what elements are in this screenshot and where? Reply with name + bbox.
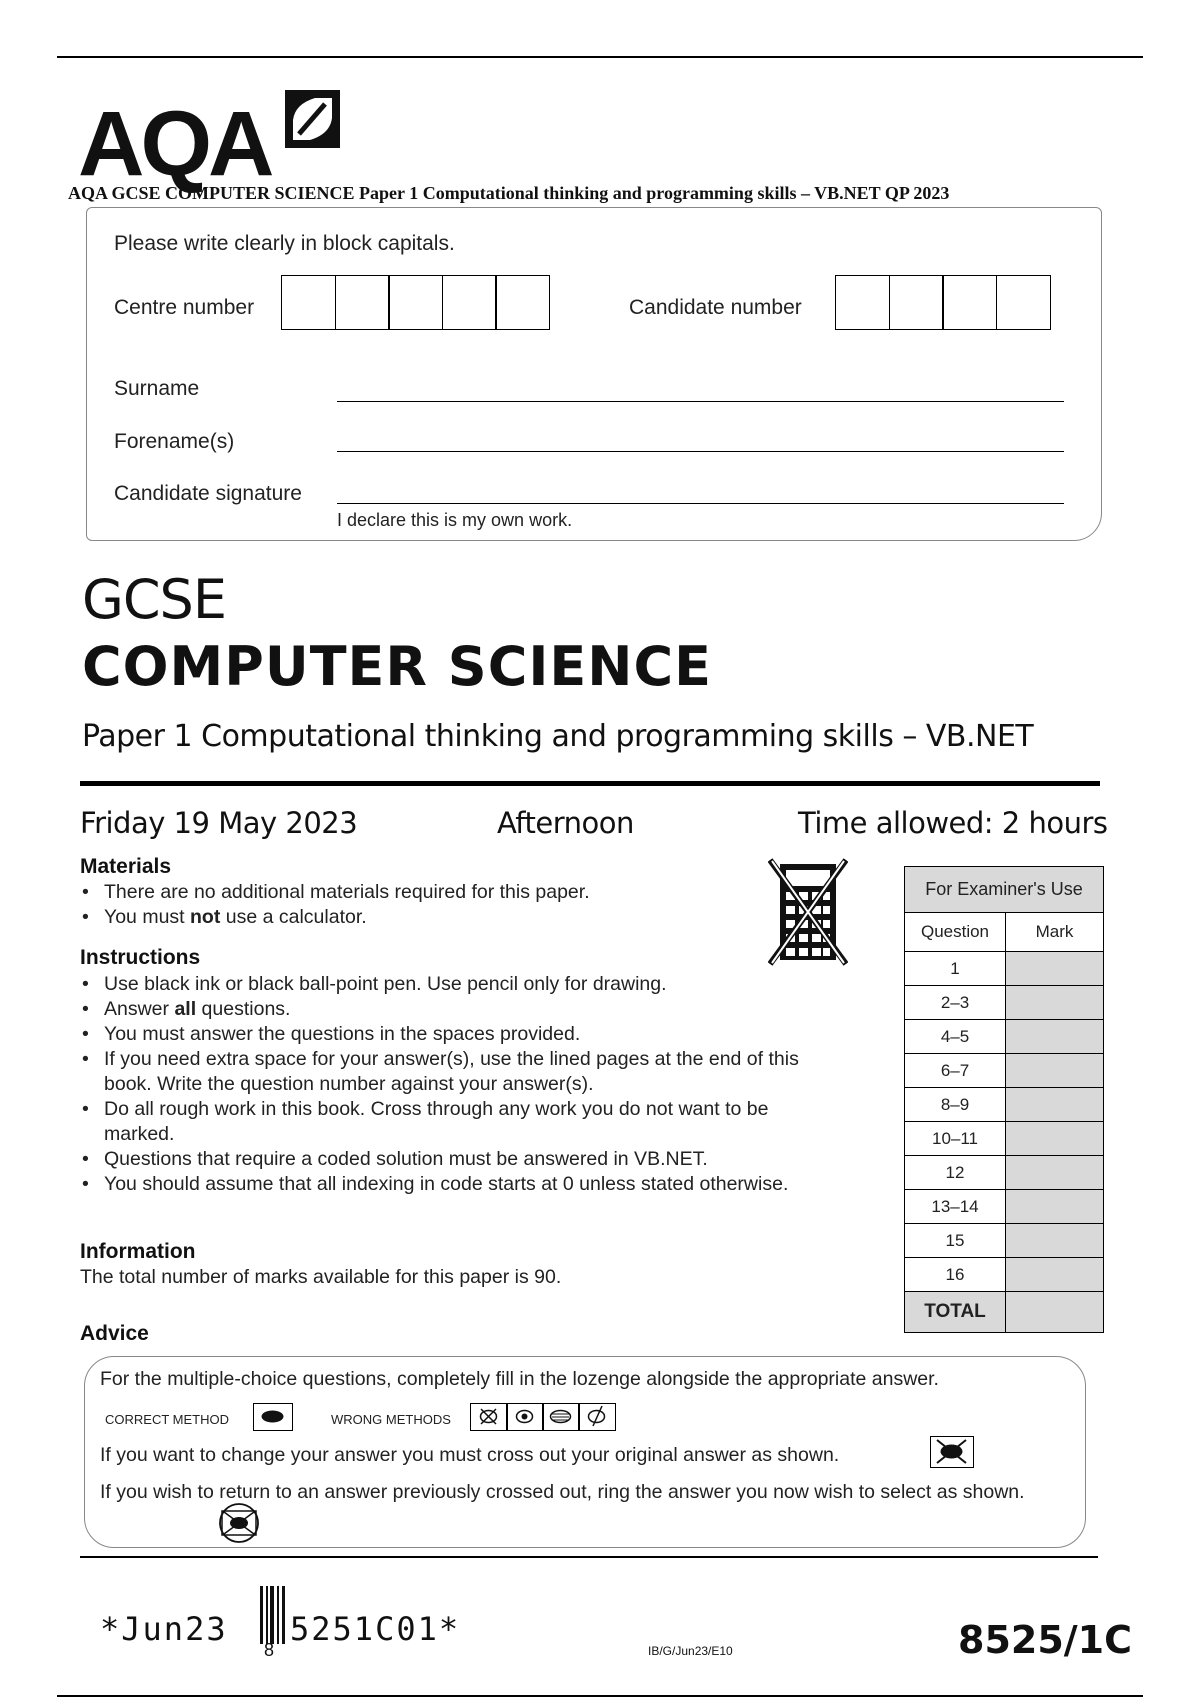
filled-lozenge-icon bbox=[254, 1404, 291, 1429]
wrong-method-example bbox=[578, 1403, 616, 1431]
question-cell: 12 bbox=[905, 1156, 1006, 1190]
centre-number-label: Centre number bbox=[114, 296, 255, 319]
centre-number-boxes[interactable] bbox=[281, 275, 549, 330]
question-cell: 4–5 bbox=[905, 1020, 1006, 1054]
logo-text: AQA bbox=[78, 93, 271, 195]
question-cell: 6–7 bbox=[905, 1054, 1006, 1088]
mark-cell bbox=[1006, 952, 1104, 986]
candidate-number-boxes[interactable] bbox=[835, 275, 1049, 330]
time-allowed: Time allowed: 2 hours bbox=[798, 806, 1108, 840]
list-item: • You must not use a calculator. bbox=[80, 905, 780, 930]
table-row bbox=[905, 1156, 1104, 1190]
candidate-digit-box[interactable] bbox=[996, 275, 1051, 330]
mark-cell bbox=[1006, 986, 1104, 1020]
ringed-answer-icon bbox=[212, 1502, 266, 1544]
materials-heading: Materials bbox=[80, 855, 172, 878]
no-calculator-icon bbox=[768, 858, 848, 966]
barcode-left-text: *Jun23 bbox=[100, 1610, 228, 1648]
candidate-digit-box[interactable] bbox=[835, 275, 890, 330]
advice-line-3: If you wish to return to an answer previously crossed out, ring the answer you now wish to select as shown. bbox=[100, 1481, 1025, 1503]
centre-digit-box[interactable] bbox=[388, 275, 443, 330]
wrong-method-example bbox=[542, 1403, 580, 1431]
barcode-digit: 8 bbox=[264, 1640, 275, 1660]
materials-list bbox=[80, 880, 780, 930]
table-row bbox=[905, 1258, 1104, 1292]
table-row bbox=[905, 1054, 1104, 1088]
document-title: AQA GCSE COMPUTER SCIENCE Paper 1 Computational thinking and programming skills – VB.NET QP 2023 bbox=[68, 183, 950, 203]
question-cell: 15 bbox=[905, 1224, 1006, 1258]
barcode-right-text: 5251C01* bbox=[290, 1610, 461, 1648]
signature-label: Candidate signature bbox=[114, 482, 302, 505]
table-row bbox=[905, 952, 1104, 986]
cross-out-example bbox=[930, 1436, 974, 1468]
list-item: • Questions that require a coded solution must be answered in VB.NET. bbox=[80, 1147, 860, 1172]
block-capitals-instruction: Please write clearly in block capitals. bbox=[114, 232, 455, 255]
candidate-digit-box[interactable] bbox=[942, 275, 997, 330]
mark-cell bbox=[1006, 1122, 1104, 1156]
examiner-use-table bbox=[904, 866, 1104, 1333]
reference-code: IB/G/Jun23/E10 bbox=[648, 1644, 733, 1658]
subject-title: COMPUTER SCIENCE bbox=[82, 635, 713, 698]
list-item: • Do all rough work in this book. Cross through any work you do not want to be marked. bbox=[80, 1097, 794, 1147]
surname-line[interactable] bbox=[337, 401, 1064, 402]
wrong-methods-label: WRONG METHODS bbox=[331, 1412, 451, 1427]
forenames-label: Forename(s) bbox=[114, 430, 235, 453]
total-mark-cell bbox=[1006, 1292, 1104, 1333]
forenames-line[interactable] bbox=[337, 451, 1064, 452]
aqa-logo-mark-icon bbox=[285, 90, 340, 148]
barcode-icon bbox=[258, 1586, 288, 1644]
correct-method-label: CORRECT METHOD bbox=[105, 1412, 229, 1427]
scribbled-lozenge-icon bbox=[543, 1404, 578, 1429]
paper-title: Paper 1 Computational thinking and programming skills – VB.NET bbox=[82, 719, 1034, 754]
mark-cell bbox=[1006, 1054, 1104, 1088]
mark-cell bbox=[1006, 1190, 1104, 1224]
mark-cell bbox=[1006, 1156, 1104, 1190]
aqa-logo bbox=[78, 93, 271, 195]
advice-line-2: If you want to change your answer you must cross out your original answer as shown. bbox=[100, 1444, 840, 1466]
centre-digit-box[interactable] bbox=[281, 275, 336, 330]
wrong-method-example bbox=[506, 1403, 544, 1431]
table-row bbox=[905, 1088, 1104, 1122]
mark-cell bbox=[1006, 1258, 1104, 1292]
table-row bbox=[905, 1122, 1104, 1156]
wrong-method-example bbox=[470, 1403, 508, 1431]
exam-date: Friday 19 May 2023 bbox=[80, 806, 358, 840]
table-row bbox=[905, 1224, 1104, 1258]
mark-cell bbox=[1006, 1224, 1104, 1258]
level-title: GCSE bbox=[82, 568, 226, 631]
list-item: • You must answer the questions in the spaces provided. bbox=[80, 1022, 860, 1047]
correct-method-example bbox=[253, 1403, 293, 1431]
list-item: • Answer all questions. bbox=[80, 997, 860, 1022]
question-cell: 1 bbox=[905, 952, 1006, 986]
question-cell: 16 bbox=[905, 1258, 1006, 1292]
mark-column-header: Mark bbox=[1006, 913, 1104, 952]
bottom-rule bbox=[57, 1695, 1143, 1697]
signature-line[interactable] bbox=[337, 503, 1064, 504]
exam-session: Afternoon bbox=[497, 806, 634, 840]
crossed-lozenge-icon bbox=[471, 1404, 506, 1429]
list-item: • There are no additional materials required for this paper. bbox=[80, 880, 780, 905]
question-cell: 13–14 bbox=[905, 1190, 1006, 1224]
total-row bbox=[905, 1292, 1104, 1333]
mark-cell bbox=[1006, 1020, 1104, 1054]
candidate-number-label: Candidate number bbox=[629, 296, 802, 319]
footer-rule bbox=[80, 1556, 1098, 1558]
list-item: • If you need extra space for your answer(s), use the lined pages at the end of this book. Write the question number against your answer(s). bbox=[80, 1047, 824, 1097]
advice-heading: Advice bbox=[80, 1322, 149, 1345]
instructions-list bbox=[80, 972, 860, 1197]
declaration-text: I declare this is my own work. bbox=[337, 510, 573, 530]
advice-line-1: For the multiple-choice questions, completely fill in the lozenge alongside the appropriate answer. bbox=[100, 1368, 939, 1390]
centre-digit-box[interactable] bbox=[442, 275, 497, 330]
question-cell: 2–3 bbox=[905, 986, 1006, 1020]
ticked-lozenge-icon bbox=[579, 1404, 614, 1429]
examiner-table-header: For Examiner's Use bbox=[905, 867, 1104, 913]
list-item: • You should assume that all indexing in code starts at 0 unless stated otherwise. bbox=[80, 1172, 860, 1197]
surname-label: Surname bbox=[114, 377, 200, 400]
total-label: TOTAL bbox=[905, 1292, 1006, 1333]
top-rule bbox=[57, 56, 1143, 58]
paper-code: 8525/1C bbox=[958, 1618, 1132, 1662]
information-heading: Information bbox=[80, 1240, 196, 1263]
information-text: The total number of marks available for this paper is 90. bbox=[80, 1266, 562, 1288]
instructions-heading: Instructions bbox=[80, 946, 201, 969]
crossed-out-answer-icon bbox=[931, 1437, 972, 1466]
question-cell: 8–9 bbox=[905, 1088, 1006, 1122]
list-item: • Use black ink or black ball-point pen. Use pencil only for drawing. bbox=[80, 972, 860, 997]
mark-cell bbox=[1006, 1088, 1104, 1122]
candidate-digit-box[interactable] bbox=[889, 275, 944, 330]
title-rule bbox=[80, 781, 1100, 786]
table-row bbox=[905, 986, 1104, 1020]
question-cell: 10–11 bbox=[905, 1122, 1006, 1156]
question-column-header: Question bbox=[905, 913, 1006, 952]
table-row bbox=[905, 1020, 1104, 1054]
centre-digit-box[interactable] bbox=[495, 275, 550, 330]
table-row bbox=[905, 1190, 1104, 1224]
centre-digit-box[interactable] bbox=[335, 275, 390, 330]
dotted-lozenge-icon bbox=[507, 1404, 542, 1429]
